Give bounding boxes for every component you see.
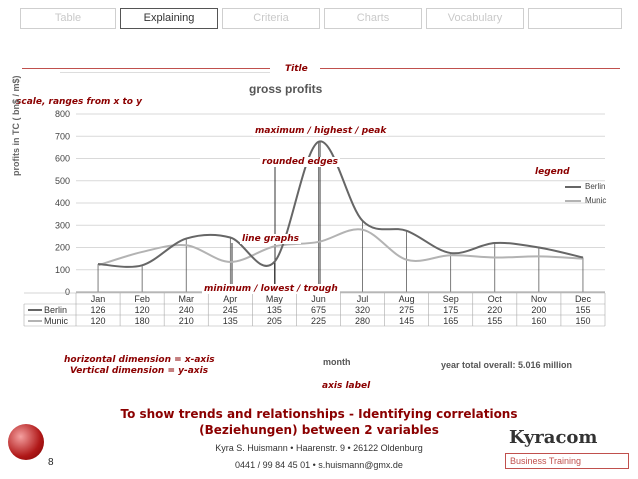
legend-label-berlin: Berlin bbox=[585, 182, 606, 191]
logo-tagline: Business Training bbox=[505, 453, 629, 469]
x-tick-label: Jun bbox=[311, 294, 326, 304]
legend-label-munic: Munic bbox=[585, 196, 607, 205]
y-tick-label: 600 bbox=[54, 153, 70, 164]
table-cell: 135 bbox=[266, 305, 282, 315]
table-cell: 155 bbox=[487, 316, 503, 326]
table-cell: 120 bbox=[90, 316, 106, 326]
x-tick-label: Aug bbox=[398, 294, 415, 304]
page-number: 8 bbox=[48, 457, 54, 468]
x-tick-label: Nov bbox=[530, 294, 547, 304]
table-cell: 175 bbox=[443, 305, 459, 315]
annotation-scale: scale, ranges from x to y bbox=[16, 97, 142, 107]
x-tick-label: Mar bbox=[178, 294, 194, 304]
legend-berlin bbox=[565, 180, 606, 194]
logo-name: Kyracom bbox=[509, 427, 598, 448]
tab-explaining[interactable]: Explaining bbox=[120, 8, 218, 29]
table-cell: 220 bbox=[487, 305, 503, 315]
table-cell: 150 bbox=[575, 316, 591, 326]
chart-legend bbox=[565, 180, 606, 208]
table-cell: 120 bbox=[134, 305, 150, 315]
globe-icon bbox=[8, 424, 44, 460]
tab-table[interactable]: Table bbox=[20, 8, 116, 29]
caption-line-2: (Beziehungen) between 2 variables bbox=[199, 423, 439, 437]
table-cell: 135 bbox=[222, 316, 238, 326]
table-cell: 225 bbox=[310, 316, 326, 326]
table-cell: 210 bbox=[178, 316, 194, 326]
y-tick-label: 200 bbox=[54, 242, 70, 253]
table-cell: 145 bbox=[399, 316, 415, 326]
annotation-rounded-edges: rounded edges bbox=[262, 157, 339, 167]
y-tick-label: 300 bbox=[54, 220, 70, 231]
table-cell: 320 bbox=[355, 305, 371, 315]
table-cell: 126 bbox=[90, 305, 106, 315]
x-tick-label: Feb bbox=[134, 294, 150, 304]
table-series-label: Berlin bbox=[44, 305, 68, 315]
y-tick-label: 0 bbox=[64, 287, 70, 297]
table-cell: 160 bbox=[531, 316, 547, 326]
tab-charts[interactable]: Charts bbox=[324, 8, 422, 29]
annotation-x-axis: horizontal dimension = x-axis bbox=[64, 355, 215, 365]
table-cell: 200 bbox=[531, 305, 547, 315]
legend-swatch-berlin bbox=[565, 186, 581, 188]
annotation-maximum: maximum / highest / peak bbox=[255, 126, 387, 136]
x-tick-label: Apr bbox=[223, 294, 238, 304]
y-tick-label: 800 bbox=[54, 109, 70, 119]
chart-title: gross profits bbox=[249, 82, 323, 96]
y-axis-label: profits in TC ( bn$ / m$) bbox=[11, 75, 21, 176]
x-tick-label: Jan bbox=[90, 294, 106, 304]
series-line-berlin bbox=[98, 141, 583, 267]
table-cell: 240 bbox=[178, 305, 194, 315]
annotation-line-graphs: line graphs bbox=[242, 234, 299, 244]
x-tick-label: Dec bbox=[574, 294, 591, 304]
table-cell: 275 bbox=[399, 305, 415, 315]
table-cell: 245 bbox=[222, 305, 238, 315]
legend-swatch-munic bbox=[565, 200, 581, 202]
table-cell: 155 bbox=[575, 305, 591, 315]
annotation-minimum: minimum / lowest / trough bbox=[204, 284, 338, 294]
footer-contact: 0441 / 99 84 45 01 • s.huismann@gmx.de bbox=[235, 460, 403, 470]
x-tick-label: Oct bbox=[487, 294, 502, 304]
table-cell: 165 bbox=[443, 316, 459, 326]
y-tick-label: 100 bbox=[54, 264, 70, 275]
annotation-title: Title bbox=[285, 64, 308, 74]
y-tick-label: 700 bbox=[54, 131, 70, 142]
table-series-label: Munic bbox=[44, 316, 69, 326]
caption-line-1: To show trends and relationships - Identifying correlations bbox=[120, 407, 518, 421]
table-cell: 180 bbox=[134, 316, 150, 326]
tab-criteria[interactable]: Criteria bbox=[222, 8, 320, 29]
table-cell: 280 bbox=[355, 316, 371, 326]
legend-munic bbox=[565, 194, 606, 208]
annotation-y-axis: Vertical dimension = y-axis bbox=[70, 366, 209, 376]
footer-address: Kyra S. Huismann • Haarenstr. 9 • 26122 Oldenburg bbox=[215, 443, 423, 453]
x-tick-label: May bbox=[265, 294, 283, 304]
kyracom-logo bbox=[505, 427, 633, 473]
x-tick-label: Jul bbox=[356, 294, 369, 304]
y-tick-label: 500 bbox=[54, 175, 70, 186]
y-tick-label: 400 bbox=[54, 198, 70, 208]
x-axis-label: month bbox=[323, 357, 351, 367]
x-tick-label: Sep bbox=[442, 294, 459, 304]
annotation-legend: legend bbox=[535, 167, 570, 177]
year-total-note: year total overall: 5.016 million bbox=[441, 360, 573, 370]
tab-vocabulary[interactable]: Vocabulary bbox=[426, 8, 524, 29]
table-cell: 675 bbox=[310, 305, 326, 315]
table-cell: 205 bbox=[266, 316, 282, 326]
annotation-axis-label: axis label bbox=[322, 381, 371, 391]
